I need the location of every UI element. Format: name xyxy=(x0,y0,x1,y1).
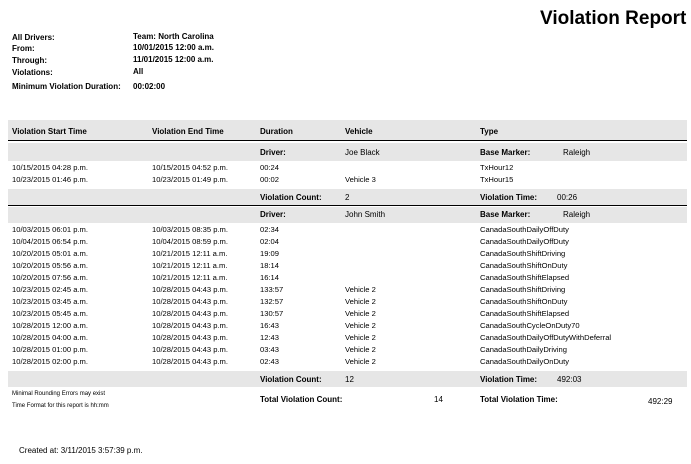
table-cell: Vehicle 2 xyxy=(345,309,376,318)
violation-time-value: 492:03 xyxy=(557,375,582,384)
table-cell: CanadaSouthShiftElapsed xyxy=(480,309,570,318)
from-label: From: xyxy=(12,44,35,53)
table-cell: 10/28/2015 04:00 a.m. xyxy=(12,333,88,342)
team-value: Team: North Carolina xyxy=(133,32,214,41)
table-cell: 18:14 xyxy=(260,261,280,270)
violation-count-value: 12 xyxy=(345,375,354,384)
table-cell: 12:43 xyxy=(260,333,280,342)
col-end-time: Violation End Time xyxy=(152,127,224,136)
base-marker-value: Raleigh xyxy=(563,210,591,219)
table-cell: 10/23/2015 05:45 a.m. xyxy=(12,309,88,318)
table-cell: Vehicle 2 xyxy=(345,321,376,330)
table-cell: CanadaSouthCycleOnDuty70 xyxy=(480,321,580,330)
table-cell: 16:14 xyxy=(260,273,280,282)
table-cell: TxHour15 xyxy=(480,175,514,184)
table-cell: 10/20/2015 05:01 a.m. xyxy=(12,249,88,258)
table-cell: 10/28/2015 04:43 p.m. xyxy=(152,321,228,330)
violation-time-value: 00:26 xyxy=(557,193,578,202)
violations-label: Violations: xyxy=(12,68,53,77)
all-drivers-label: All Drivers: xyxy=(12,33,55,42)
table-cell: CanadaSouthShiftDriving xyxy=(480,285,566,294)
total-count-value: 14 xyxy=(434,395,443,404)
violation-count-label: Violation Count: xyxy=(260,193,322,202)
table-cell: 10/20/2015 05:56 a.m. xyxy=(12,261,88,270)
header-rule xyxy=(8,140,687,141)
through-value: 11/01/2015 12:00 a.m. xyxy=(133,55,214,64)
table-row xyxy=(0,320,691,331)
table-row xyxy=(0,344,691,355)
table-cell: CanadaSouthShiftDriving xyxy=(480,249,566,258)
table-cell: 19:09 xyxy=(260,249,280,258)
table-cell: 00:24 xyxy=(260,163,280,172)
table-row xyxy=(0,272,691,283)
table-row xyxy=(0,248,691,259)
table-cell: 10/03/2015 06:01 p.m. xyxy=(12,225,88,234)
table-cell: 10/21/2015 12:11 a.m. xyxy=(152,273,228,282)
report-title: Violation Report xyxy=(540,8,687,29)
table-cell: 02:04 xyxy=(260,237,280,246)
driver-label: Driver: xyxy=(260,148,286,157)
table-row xyxy=(0,224,691,235)
table-cell: 132:57 xyxy=(260,297,284,306)
from-value: 10/01/2015 12:00 a.m. xyxy=(133,43,214,52)
table-cell: Vehicle 2 xyxy=(345,357,376,366)
min-duration-label: Minimum Violation Duration: xyxy=(12,82,121,91)
table-cell: 10/23/2015 03:45 a.m. xyxy=(12,297,88,306)
table-cell: Vehicle 2 xyxy=(345,297,376,306)
table-cell: CanadaSouthDailyDriving xyxy=(480,345,567,354)
total-time-value: 492:29 xyxy=(648,397,673,406)
table-row xyxy=(0,162,691,173)
base-marker-value: Raleigh xyxy=(563,148,591,157)
table-cell: 10/23/2015 01:46 p.m. xyxy=(12,175,88,184)
driver-name: Joe Black xyxy=(345,148,380,157)
table-cell: TxHour12 xyxy=(480,163,514,172)
table-cell: 10/04/2015 06:54 p.m. xyxy=(12,237,88,246)
table-cell: Vehicle 2 xyxy=(345,333,376,342)
created-at: Created at: 3/11/2015 3:57:39 p.m. xyxy=(19,446,143,455)
table-cell: 10/15/2015 04:28 p.m. xyxy=(12,163,88,172)
table-cell: 10/03/2015 08:35 p.m. xyxy=(152,225,228,234)
table-cell: Vehicle 3 xyxy=(345,175,376,184)
table-cell: 10/20/2015 07:56 a.m. xyxy=(12,273,88,282)
table-cell: 133:57 xyxy=(260,285,284,294)
time-format-note: Time Format for this report is hh:mm xyxy=(12,403,109,409)
table-cell: 10/21/2015 12:11 a.m. xyxy=(152,249,228,258)
table-cell: 10/28/2015 02:00 p.m. xyxy=(12,357,88,366)
table-cell: 130:57 xyxy=(260,309,284,318)
table-cell: 10/28/2015 04:43 p.m. xyxy=(152,345,228,354)
table-row xyxy=(0,236,691,247)
table-cell: Vehicle 2 xyxy=(345,345,376,354)
table-row xyxy=(0,174,691,185)
group-rule xyxy=(8,205,687,206)
base-marker-label: Base Marker: xyxy=(480,148,531,157)
table-cell: 10/28/2015 04:43 p.m. xyxy=(152,297,228,306)
total-time-label: Total Violation Time: xyxy=(480,395,558,404)
col-start-time: Violation Start Time xyxy=(12,127,87,136)
table-cell: 10/28/2015 04:43 p.m. xyxy=(152,357,228,366)
table-row xyxy=(0,260,691,271)
violation-time-label: Violation Time: xyxy=(480,375,538,384)
table-cell: CanadaSouthShiftElapsed xyxy=(480,273,570,282)
table-cell: CanadaSouthDailyOffDutyWithDeferral xyxy=(480,333,612,342)
table-cell: CanadaSouthShiftOnDuty xyxy=(480,261,568,270)
table-cell: 10/28/2015 04:43 p.m. xyxy=(152,285,228,294)
min-duration-value: 00:02:00 xyxy=(133,82,166,91)
table-cell: 10/23/2015 02:45 a.m. xyxy=(12,285,88,294)
table-cell: CanadaSouthDailyOnDuty xyxy=(480,357,570,366)
table-cell: 10/28/2015 01:00 p.m. xyxy=(12,345,88,354)
col-duration: Duration xyxy=(260,127,293,136)
table-cell: CanadaSouthDailyOffDuty xyxy=(480,237,569,246)
driver-name: John Smith xyxy=(345,210,386,219)
table-cell: 02:43 xyxy=(260,357,280,366)
col-type: Type xyxy=(480,127,499,136)
violations-value: All xyxy=(133,67,144,76)
violation-count-label: Violation Count: xyxy=(260,375,322,384)
table-row xyxy=(0,284,691,295)
base-marker-label: Base Marker: xyxy=(480,210,531,219)
table-cell: CanadaSouthShiftOnDuty xyxy=(480,297,568,306)
table-cell: 10/21/2015 12:11 a.m. xyxy=(152,261,228,270)
violation-time-label: Violation Time: xyxy=(480,193,538,202)
table-cell: 10/15/2015 04:52 p.m. xyxy=(152,163,228,172)
table-cell: 16:43 xyxy=(260,321,280,330)
driver-label: Driver: xyxy=(260,210,286,219)
table-cell: Vehicle 2 xyxy=(345,285,376,294)
through-label: Through: xyxy=(12,56,48,65)
table-cell: 10/23/2015 01:49 p.m. xyxy=(152,175,228,184)
table-cell: 02:34 xyxy=(260,225,280,234)
rounding-note: Minimal Rounding Errors may exist xyxy=(12,391,106,397)
table-row xyxy=(0,332,691,343)
table-cell: 03:43 xyxy=(260,345,280,354)
table-cell: 10/28/2015 04:43 p.m. xyxy=(152,333,228,342)
table-cell: 10/04/2015 08:59 p.m. xyxy=(152,237,228,246)
table-cell: 10/28/2015 04:43 p.m. xyxy=(152,309,228,318)
table-cell: 00:02 xyxy=(260,175,280,184)
table-row xyxy=(0,356,691,367)
table-row xyxy=(0,308,691,319)
total-count-label: Total Violation Count: xyxy=(260,395,343,404)
table-cell: 10/28/2015 12:00 a.m. xyxy=(12,321,88,330)
violation-count-value: 2 xyxy=(345,193,350,202)
table-cell: CanadaSouthDailyOffDuty xyxy=(480,225,569,234)
table-row xyxy=(0,296,691,307)
col-vehicle: Vehicle xyxy=(345,127,373,136)
